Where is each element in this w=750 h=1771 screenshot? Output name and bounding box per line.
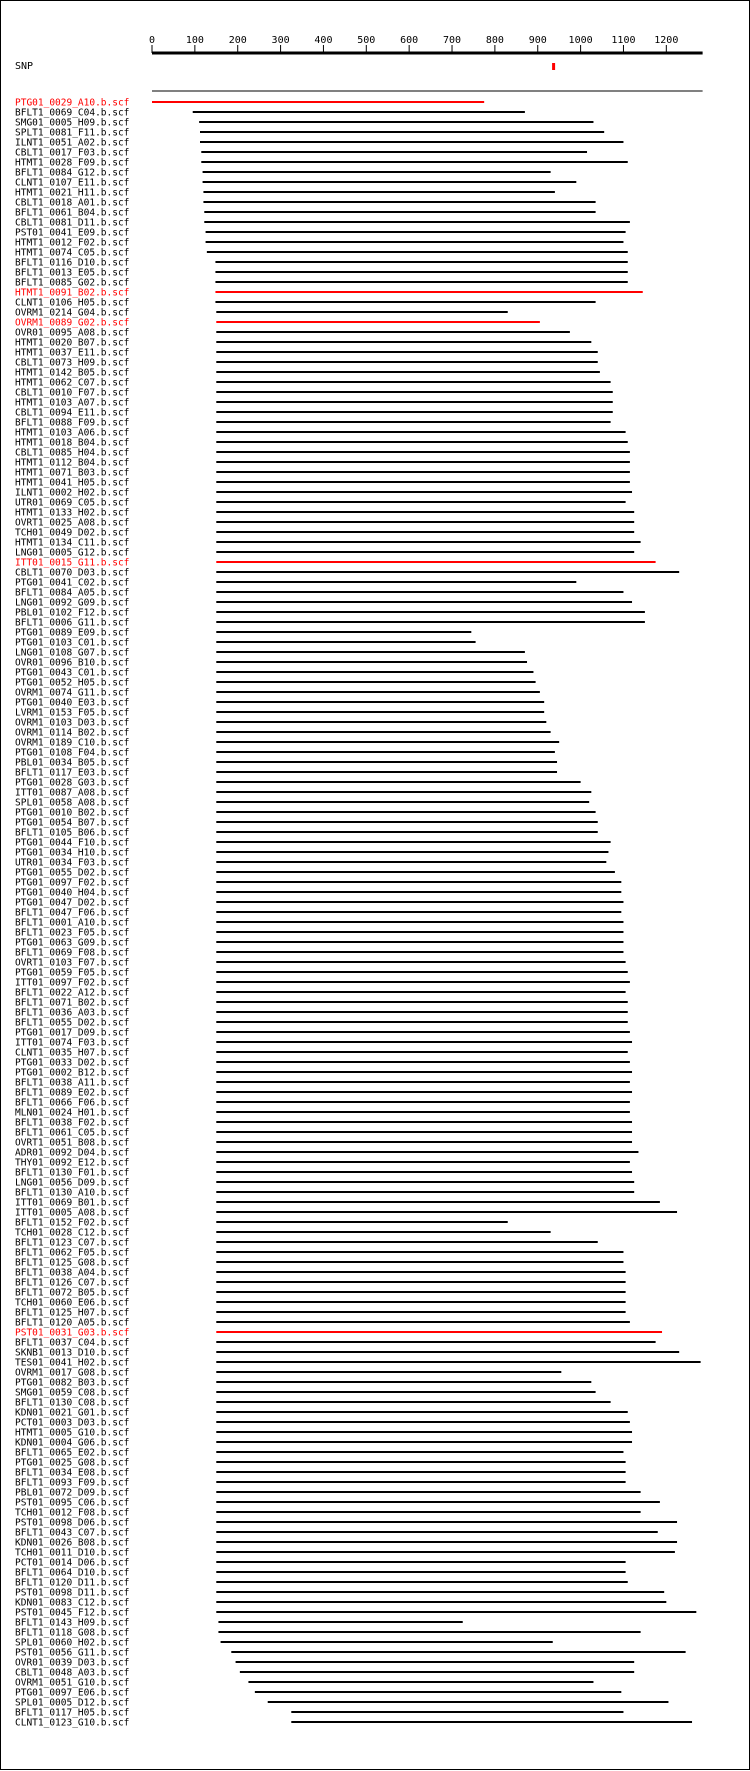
read-name: PTG01_0103_C01.b.scf <box>15 637 130 649</box>
read-name: CBLT1_0070_D03.b.scf <box>15 567 130 579</box>
read-name: BFLT1_0072_B05.b.scf <box>15 1287 130 1299</box>
read-name: HTMT1_0112_B04.b.scf <box>15 457 130 469</box>
read-name: SKNB1_0013_D10.b.scf <box>15 1347 130 1359</box>
read-name: PTG01_0054_B07.b.scf <box>15 817 130 829</box>
read-name: PST01_0045_F12.b.scf <box>15 1607 130 1619</box>
read-name: OVR01_0095_A08.b.scf <box>15 327 130 339</box>
read-name: BFLT1_0038_A04.b.scf <box>15 1267 130 1279</box>
read-name: SPLT1_0081_F11.b.scf <box>15 127 130 139</box>
read-name: HTMT1_0028_F09.b.scf <box>15 157 130 169</box>
ruler-tick-label: 600 <box>400 35 419 46</box>
read-name: CBLT1_0018_A01.b.scf <box>15 197 130 209</box>
read-name: TCH01_0049_D02.b.scf <box>15 527 130 539</box>
read-name: PST01_0098_D06.b.scf <box>15 1517 130 1529</box>
ruler-tick-label: 800 <box>485 35 504 46</box>
read-name: SMG01_0005_H09.b.scf <box>15 117 130 129</box>
read-name: PTG01_0040_E03.b.scf <box>15 697 130 709</box>
read-name: TCH01_0028_C12.b.scf <box>15 1227 130 1239</box>
read-name: BFLT1_0037_C04.b.scf <box>15 1337 130 1349</box>
read-name: BFLT1_0143_H09.b.scf <box>15 1617 130 1629</box>
read-name: PTG01_0108_F04.b.scf <box>15 747 130 759</box>
read-name: BFLT1_0130_C08.b.scf <box>15 1397 130 1409</box>
read-name: BFLT1_0036_A03.b.scf <box>15 1007 130 1019</box>
read-name: ITT01_0097_F02.b.scf <box>15 977 130 989</box>
read-name: OVRM1_0114_B02.b.scf <box>15 727 130 739</box>
read-name: PTG01_0025_G08.b.scf <box>15 1457 130 1469</box>
read-name: BFLT1_0038_A11.b.scf <box>15 1077 130 1089</box>
read-name: UTR01_0069_C05.b.scf <box>15 497 130 509</box>
read-name: PST01_0095_C06.b.scf <box>15 1497 130 1509</box>
read-name: PST01_0031_G03.b.scf <box>15 1327 130 1339</box>
read-name: BFLT1_0061_B04.b.scf <box>15 207 130 219</box>
read-name: PTG01_0082_B03.b.scf <box>15 1377 130 1389</box>
read-name: ILNT1_0002_H02.b.scf <box>15 487 130 499</box>
read-name: PTG01_0002_B12.b.scf <box>15 1067 130 1079</box>
read-name: CBLT1_0085_H04.b.scf <box>15 447 130 459</box>
read-name: PTG01_0059_F05.b.scf <box>15 967 130 979</box>
read-name: ITT01_0087_A08.b.scf <box>15 787 130 799</box>
read-name: BFLT1_0126_C07.b.scf <box>15 1277 130 1289</box>
read-name: PTG01_0047_D02.b.scf <box>15 897 130 909</box>
read-name: HTMT1_0021_H11.b.scf <box>15 187 130 199</box>
read-name: HTMT1_0018_B04.b.scf <box>15 437 130 449</box>
read-name: BFLT1_0062_F05.b.scf <box>15 1247 130 1259</box>
read-name: OVRM1_0051_G10.b.scf <box>15 1677 130 1689</box>
read-name: CBLT1_0048_A03.b.scf <box>15 1667 130 1679</box>
read-name: CLNT1_0106_H05.b.scf <box>15 297 130 309</box>
read-name: BFLT1_0125_G08.b.scf <box>15 1257 130 1269</box>
read-name: HTMT1_0133_H02.b.scf <box>15 507 130 519</box>
read-name: OVRM1_0103_D03.b.scf <box>15 717 130 729</box>
read-name: PTG01_0010_B02.b.scf <box>15 807 130 819</box>
read-name: HTMT1_0041_H05.b.scf <box>15 477 130 489</box>
read-name: HTMT1_0074_C05.b.scf <box>15 247 130 259</box>
read-name: ILNT1_0051_A02.b.scf <box>15 137 130 149</box>
position-ruler <box>149 35 703 53</box>
read-name: BFLT1_0069_C04.b.scf <box>15 107 130 119</box>
read-name: BFLT1_0023_F05.b.scf <box>15 927 130 939</box>
ruler-tick-label: 0 <box>148 35 156 46</box>
read-name: BFLT1_0120_D11.b.scf <box>15 1577 130 1589</box>
read-name: BFLT1_0066_F06.b.scf <box>15 1097 130 1109</box>
read-name: PST01_0098_D11.b.scf <box>15 1587 130 1599</box>
read-name: BFLT1_0117_E03.b.scf <box>15 767 130 779</box>
read-name: PTG01_0034_H10.b.scf <box>15 847 130 859</box>
read-name: SPL01_0060_H02.b.scf <box>15 1637 130 1649</box>
read-name: PCT01_0014_D06.b.scf <box>15 1557 130 1569</box>
read-name: UTR01_0034_F03.b.scf <box>15 857 130 869</box>
read-name: HTMT1_0012_F02.b.scf <box>15 237 130 249</box>
read-name: ITT01_0069_B01.b.scf <box>15 1197 130 1209</box>
read-name: BFLT1_0093_F09.b.scf <box>15 1477 130 1489</box>
read-name: BFLT1_0043_C07.b.scf <box>15 1527 130 1539</box>
read-name: TCH01_0011_D10.b.scf <box>15 1547 130 1559</box>
read-name: BFLT1_0069_F08.b.scf <box>15 947 130 959</box>
read-name: BFLT1_0064_D10.b.scf <box>15 1567 130 1579</box>
read-name: ITT01_0005_A08.b.scf <box>15 1207 130 1219</box>
read-name: BFLT1_0117_H05.b.scf <box>15 1707 130 1719</box>
read-name: BFLT1_0120_A05.b.scf <box>15 1317 130 1329</box>
read-name: PTG01_0097_F02.b.scf <box>15 877 130 889</box>
read-name: BFLT1_0084_G12.b.scf <box>15 167 130 179</box>
read-name: OVRT1_0025_A08.b.scf <box>15 517 130 529</box>
read-name: BFLT1_0013_E05.b.scf <box>15 267 130 279</box>
snp-marker <box>552 63 555 70</box>
read-name: CBLT1_0094_E11.b.scf <box>15 407 130 419</box>
read-name: LNG01_0092_G09.b.scf <box>15 597 130 609</box>
read-name: PBL01_0072_D09.b.scf <box>15 1487 130 1499</box>
read-name: OVR01_0039_D03.b.scf <box>15 1657 130 1669</box>
read-name: BFLT1_0130_A10.b.scf <box>15 1187 130 1199</box>
read-name: CLNT1_0123_G10.b.scf <box>15 1717 130 1729</box>
read-name: OVR01_0096_B10.b.scf <box>15 657 130 669</box>
read-name: OVRM1_0089_G02.b.scf <box>15 317 130 329</box>
read-name: PTG01_0097_E06.b.scf <box>15 1687 130 1699</box>
read-name: PTG01_0029_A10.b.scf <box>15 97 130 109</box>
read-name: PBL01_0034_B05.b.scf <box>15 757 130 769</box>
read-name: BFLT1_0071_B02.b.scf <box>15 997 130 1009</box>
read-name: BFLT1_0085_G02.b.scf <box>15 277 130 289</box>
read-name: SPL01_0058_A08.b.scf <box>15 797 130 809</box>
snp-label: SNP <box>15 61 34 72</box>
read-name: OVRM1_0189_C10.b.scf <box>15 737 130 749</box>
read-name: CBLT1_0073_H09.b.scf <box>15 357 130 369</box>
read-name: PTG01_0017_D09.b.scf <box>15 1027 130 1039</box>
read-name: PCT01_0003_D03.b.scf <box>15 1417 130 1429</box>
read-name: HTMT1_0103_A06.b.scf <box>15 427 130 439</box>
read-name: THY01_0092_E12.b.scf <box>15 1157 130 1169</box>
read-name: OVRT1_0103_F07.b.scf <box>15 957 130 969</box>
read-name: BFLT1_0118_G08.b.scf <box>15 1627 130 1639</box>
read-name: BFLT1_0065_E02.b.scf <box>15 1447 130 1459</box>
read-name: PTG01_0040_H04.b.scf <box>15 887 130 899</box>
read-name: HTMT1_0062_C07.b.scf <box>15 377 130 389</box>
read-name: PTG01_0052_H05.b.scf <box>15 677 130 689</box>
ruler-tick-label: 300 <box>271 35 290 46</box>
read-name: KDN01_0026_B08.b.scf <box>15 1537 130 1549</box>
read-name: PTG01_0033_D02.b.scf <box>15 1057 130 1069</box>
read-name: BFLT1_0061_C05.b.scf <box>15 1127 130 1139</box>
read-name: BFLT1_0130_F01.b.scf <box>15 1167 130 1179</box>
read-name: LVRM1_0153_F05.b.scf <box>15 707 130 719</box>
ruler-tick-label: 500 <box>357 35 376 46</box>
read-alignment-diagram <box>1 1 750 1771</box>
read-name: BFLT1_0001_A10.b.scf <box>15 917 130 929</box>
read-name: HTMT1_0037_E11.b.scf <box>15 347 130 359</box>
read-name: PTG01_0055_D02.b.scf <box>15 867 130 879</box>
read-name: SPL01_0005_D12.b.scf <box>15 1697 130 1709</box>
read-name: BFLT1_0089_E02.b.scf <box>15 1087 130 1099</box>
read-name: HTMT1_0142_B05.b.scf <box>15 367 130 379</box>
read-name: PST01_0056_G11.b.scf <box>15 1647 130 1659</box>
read-name: LNG01_0005_G12.b.scf <box>15 547 130 559</box>
read-name: BFLT1_0125_H07.b.scf <box>15 1307 130 1319</box>
read-name: HTMT1_0071_B03.b.scf <box>15 467 130 479</box>
read-name: KDN01_0083_C12.b.scf <box>15 1597 130 1609</box>
read-name: CBLT1_0010_F07.b.scf <box>15 387 130 399</box>
read-name: BFLT1_0116_D10.b.scf <box>15 257 130 269</box>
read-name: BFLT1_0038_F02.b.scf <box>15 1117 130 1129</box>
read-name: KDN01_0004_G06.b.scf <box>15 1437 130 1449</box>
read-name: BFLT1_0022_A12.b.scf <box>15 987 130 999</box>
read-name: BFLT1_0152_F02.b.scf <box>15 1217 130 1229</box>
ruler-tick-label: 900 <box>528 35 547 46</box>
read-name: BFLT1_0047_F06.b.scf <box>15 907 130 919</box>
read-name: BFLT1_0123_C07.b.scf <box>15 1237 130 1249</box>
read-name: PTG01_0044_F10.b.scf <box>15 837 130 849</box>
read-name: PTG01_0043_C01.b.scf <box>15 667 130 679</box>
read-name: BFLT1_0006_G11.b.scf <box>15 617 130 629</box>
ruler-tick-label: 400 <box>314 35 333 46</box>
read-name: SMG01_0059_C08.b.scf <box>15 1387 130 1399</box>
read-name: HTMT1_0091_B02.b.scf <box>15 287 130 299</box>
ruler-tick-label: 200 <box>228 35 247 46</box>
read-name: OVRM1_0214_G04.b.scf <box>15 307 130 319</box>
read-name: BFLT1_0034_E08.b.scf <box>15 1467 130 1479</box>
read-name: HTMT1_0020_B07.b.scf <box>15 337 130 349</box>
read-name: TCH01_0012_F08.b.scf <box>15 1507 130 1519</box>
ruler-tick-label: 1200 <box>654 35 679 46</box>
read-name: HTMT1_0005_G10.b.scf <box>15 1427 130 1439</box>
read-name: PBL01_0102_F12.b.scf <box>15 607 130 619</box>
ruler-tick-label: 1100 <box>611 35 636 46</box>
read-name: HTMT1_0134_C11.b.scf <box>15 537 130 549</box>
read-name: CLNT1_0035_H07.b.scf <box>15 1047 130 1059</box>
read-list <box>15 98 701 1729</box>
read-name: BFLT1_0105_B06.b.scf <box>15 827 130 839</box>
ruler-tick-label: 100 <box>185 35 204 46</box>
read-name: LNG01_0056_D09.b.scf <box>15 1177 130 1189</box>
read-name: ITT01_0015_G11.b.scf <box>15 557 130 569</box>
read-name: ADR01_0092_D04.b.scf <box>15 1147 130 1159</box>
read-name: PTG01_0028_G03.b.scf <box>15 777 130 789</box>
read-name: MLN01_0024_H01.b.scf <box>15 1107 130 1119</box>
read-name: CLNT1_0107_E11.b.scf <box>15 177 130 189</box>
read-name: OVRT1_0051_B08.b.scf <box>15 1137 130 1149</box>
read-name: PST01_0041_E09.b.scf <box>15 227 130 239</box>
ruler-tick-label: 700 <box>442 35 462 46</box>
read-name: BFLT1_0084_A05.b.scf <box>15 587 130 599</box>
read-name: OVRM1_0017_G08.b.scf <box>15 1367 130 1379</box>
read-row <box>15 1718 692 1729</box>
snp-track <box>15 61 555 72</box>
read-name: CBLT1_0017_F03.b.scf <box>15 147 130 159</box>
read-name: PTG01_0041_C02.b.scf <box>15 577 130 589</box>
read-name: TCH01_0060_E06.b.scf <box>15 1297 130 1309</box>
read-name: LNG01_0108_G07.b.scf <box>15 647 130 659</box>
read-name: PTG01_0063_G09.b.scf <box>15 937 130 949</box>
read-name: ITT01_0074_F03.b.scf <box>15 1037 130 1049</box>
read-name: PTG01_0089_E09.b.scf <box>15 627 130 639</box>
read-name: BFLT1_0055_D02.b.scf <box>15 1017 130 1029</box>
read-name: CBLT1_0081_D11.b.scf <box>15 217 130 229</box>
read-name: OVRM1_0074_G11.b.scf <box>15 687 130 699</box>
read-name: BFLT1_0088_F09.b.scf <box>15 417 130 429</box>
read-name: HTMT1_0103_A07.b.scf <box>15 397 130 409</box>
ruler-tick-label: 1000 <box>568 35 593 46</box>
read-name: TES01_0041_H02.b.scf <box>15 1357 130 1369</box>
read-name: KDN01_0021_G01.b.scf <box>15 1407 130 1419</box>
